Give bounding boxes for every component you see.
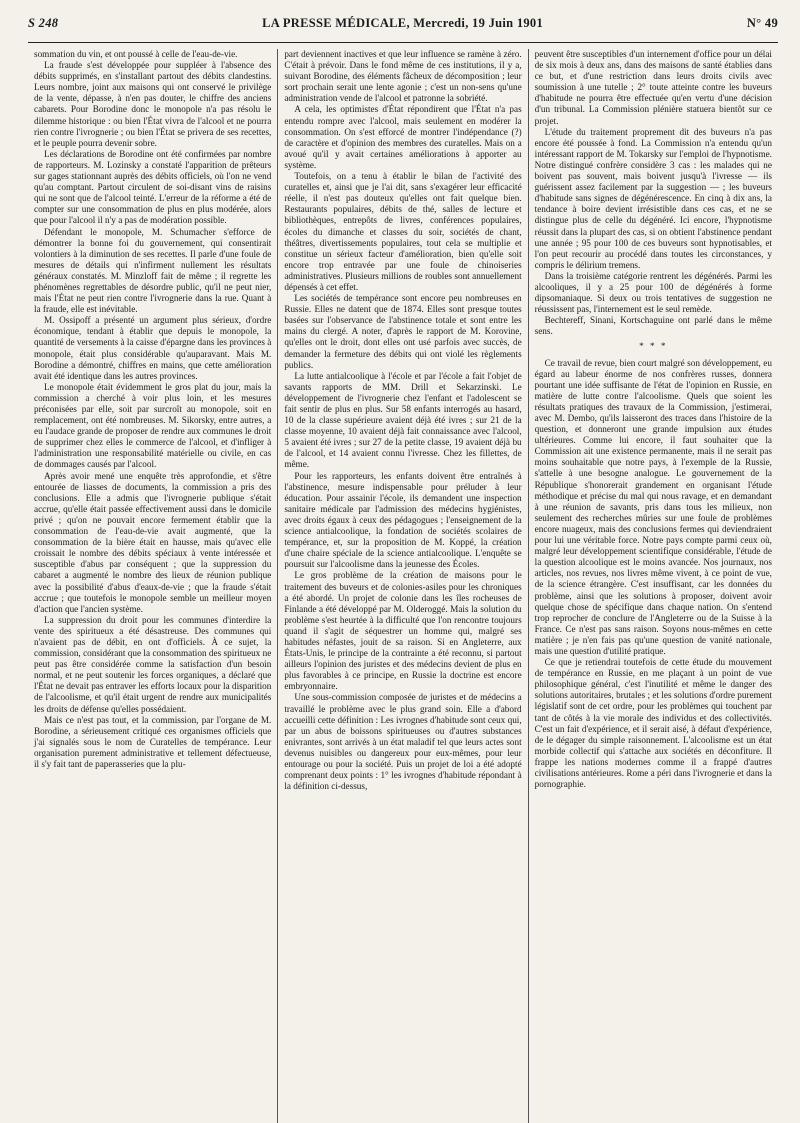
paragraph: M. Ossipoff a présenté un argument plus sérieux, d'ordre économique, tendant à établir que depuis le monopole, la quantité de versements à la caisse d'épargne dans les provinces à monopole, était plus considérable qu'auparavant. Mais M. Borodine a démontré, chiffres en mains, que cette amélioration avait été identique dans les autres provinces.	[34, 315, 272, 381]
paragraph: Le monopole était évidemment le gros plat du jour, mais la commission a cherché à voir plus loin, et les mesures préconisées par elle, soit par surcroît au monopole, soit en remplacement, ont été nombreuses. M. Sikorsky, entre autres, a eu l'audace grande de proposer de rendre aux communes le droit de supprimer chez elles le commerce de l'alcool, et d'infliger à l'administration une responsabilité matérielle ou civile, en cas de dommages causés par l'alcool.	[34, 381, 272, 470]
column-2	[278, 49, 527, 1123]
page-header	[28, 16, 778, 38]
paragraph: Mais ce n'est pas tout, et la commission, par l'organe de M. Borodine, a sérieusement critiqué ces organismes officiels que j'ai signalés sous le nom de Curatelles de tempérance. Leur organisation purement administrative et tellement défectueuse, il s'y fait tant de paperasseries que la plu-	[34, 714, 272, 769]
paragraph: part deviennent inactives et que leur influence se ramène à zéro. C'était à prévoir. Dans le fond même de ces institutions, il y a, suivant Borodine, des éléments fâcheux de décomposition ; leur sort prochain serait une lente agonie ; c'est un non-sens qu'une administration vende de l'alcool et patronne la sobriété.	[284, 49, 522, 104]
journal-title: LA PRESSE MÉDICALE, Mercredi, 19 Juin 1901	[262, 16, 544, 30]
section-separator: * * *	[639, 341, 668, 352]
paragraph: L'étude du traitement proprement dit des buveurs n'a pas encore été poussée à fond. La Commission n'a entendu qu'un intéressant rapport de M. Tokarsky sur l'emploi de l'hypnotisme. Notre distingué confrère considère 3 cas : les malades qui ne boivent pas souvent, mais boivent jusqu'à l'ivresse — ils guérissent assez facilement par la suggestion — ; les buveurs d'habitude sans signes de dégénérescence. En cinq à dix ans, la tendance à boire devient irrésistible dans ces cas, et ne se distingue plus de celle du dégénéré. Ici encore, l'hypnotisme réussit dans la plupart des cas, si on obtient l'abstinence pendant une année ; 95 pour 100 de ces buveurs sont hypnotisables, et l'on peut recourir au procédé dans toutes les circonstances, y compris le délirium tremens.	[534, 126, 772, 270]
header-rule	[28, 42, 778, 43]
paragraph: La fraude s'est développée pour suppléer à l'absence des débits supprimés, en s'installant partout des débits clandestins. Leurs nombre, joint aux maisons qui ont conservé le privilège de la vente, dépasse, à n'en pas douter, le chiffre des anciens cabarets. Pour Borodine donc le monopole n'a pas résolu le dilemme historique : ou bien l'État vivra de l'alcool et ne pourra rien contre l'ivrognerie ; ou bien l'État se privera de ses recettes, et le peuple pourra devenir sobre.	[34, 60, 272, 148]
paragraph: Défendant le monopole, M. Schumacher s'efforce de démontrer la bonne foi du gouvernement, qui consentirait volontiers à la diminution de ses recettes. Il parle d'une foule de mesures de détails qui n'infirment nullement les résultats généraux constatés. M. Minzloff fait de même ; il regrette les phénomènes regrettables de désordre public, qu'il ne peut nier, mais l'État ne peut rien contre l'ivrognerie dans la rue. Quant à la fraude, elle est inévitable.	[34, 226, 272, 315]
paragraph: Les sociétés de tempérance sont encore peu nombreuses en Russie. Elles ne datent que de 1874. Elles sont presque toutes basées sur l'observance de l'abstinence totale et sont entre les mains du clergé. A noter, d'après le rapport de M. Korovine, qu'elles ont le droit, dont elles ont usé parfois avec succès, de demander la fermeture des débits qui ont violé les règlements publics.	[284, 293, 522, 370]
column-1	[28, 49, 277, 1123]
paragraph: sommation du vin, et ont poussé à celle de l'eau-de-vie.	[34, 49, 238, 59]
paragraph: La suppression du droit pour les communes d'interdire la vente des spiritueux a été désastreuse. Des communes qui n'avaient pas de débit, en ont d'officiels. À ce sujet, la commission, considérant que la consommation des spiritueux ne peut pas être considérée comme la satisfaction d'un besoin normal, et ne peut soutenir les forces organiques, a déclaré que l'État ne devait pas entraver les efforts locaux pour la disparition de l'alcoolisme, et qu'il était urgent de rendre aux municipalités les droits de défense qu'elles possédaient.	[34, 614, 272, 714]
paragraph: Bechtereff, Sinani, Kortschaguine ont parlé dans le même sens.	[534, 315, 772, 337]
paragraph: Les déclarations de Borodine ont été confirmées par nombre de rapporteurs. M. Lozinsky a constaté l'apparition de prêteurs sur gages stationnant auprès des débits officiels, où l'on ne vend qu'au comptant. Partout circulent de soi-disant vins de raisins qui ne sont que de l'alcool teinté. L'erreur de la réforme a été de compter sur une consommation de plus en plus modérée, alors que pour l'alcool il n'y a pas de modération possible.	[34, 148, 272, 226]
paragraph: A cela, les optimistes d'État répondirent que l'État n'a pas entendu rompre avec l'alcool, mais seulement en modérer la consommation. On s'est efforcé de montrer l'indépendance (?) de caractère et d'opinion des membres des curatelles. Mais on a avoué qu'il y avait certaines améliorations à apporter au système.	[284, 104, 522, 170]
page-number: S 248	[28, 16, 59, 30]
paragraph: Toutefois, on a tenu à établir le bilan de l'activité des curatelles et, ainsi que je l'ai dit, sans s'exagérer leur efficacité réelle, il n'est pas douteux qu'elles ont fait quelque bien. Restaurants populaires, débits de thé, salles de lecture et bibliothèques, entrepôts de livres, conférences populaires, écoles du dimanche et classes du soir, sociétés de chant, théâtres, divertissements populaires, tout cela se multiplie et constitue un sérieux facteur d'amélioration, bien qu'elle soit encore trop entravée par une foule de chinoiseries administratives. Plusieurs millions de roubles sont annuellement dépensés à cet effet.	[284, 171, 522, 292]
column-3	[529, 49, 778, 1123]
paragraph: Dans la troisième catégorie rentrent les dégénérés. Parmi les alcooliques, il y a 25 pour 100 de dégénérés à forme dipsomaniaque. Si deux ou trois tentatives de suggestion ne réussissent pas, l'internement est le seul remède.	[534, 270, 772, 315]
paragraph: Après avoir mené une enquête très approfondie, et s'être entourée de liasses de documents, la commission a pris des conclusions. Elle a admis que l'ivrognerie publique s'était accrue, qu'elle était passée effectivement aussi dans le domicile privé ; qu'on ne pouvait encore fermement établir que la consommation de l'eau-de-vie avait augmenté, que la consommation de la bière était en hausse, mais qu'avec elle croissait le nombre des débits spéciaux à vente intéressée et susceptible d'abus par conséquent ; que la suppression du cabaret a augmenté le nombre des lieux de réunion publique avec la possibilité d'abus d'eaux-de-vie ; que la fraude s'était accrue ; que toutefois le monopole semble un meilleur moyen d'action que l'ancien système.	[34, 470, 272, 614]
paragraph: Pour les rapporteurs, les enfants doivent être entraînés à l'abstinence, mesure indispensable pour préluder à leur éducation. Pour assainir l'école, ils demandent une inspection sanitaire médicale par l'admission des médecins hygiénistes, avec droits égaux à ceux des pédagogues ; l'enseignement de la science antialcoolique, la fondation de sociétés scolaires de tempérance, et, sur la proposition de M. Koppé, la création d'une chaire spéciale de la science antialcoolique. L'enquête se poursuit sur l'alcoolisme dans la jeunesse des Écoles.	[284, 470, 522, 570]
paragraph: peuvent être susceptibles d'un internement d'office pour un délai de six mois à deux ans, dans des maisons de santé établies dans ce but, et d'une restriction dans leurs droits civils avec soumission à une tutelle ; 2° toute atteinte contre les buveurs d'habitude ne pourra être effectuée qu'en vertu d'une décision d'un tribunal. La Commission plénière statuera bientôt sur ce projet.	[534, 49, 772, 126]
paragraph: Une sous-commission composée de juristes et de médecins a travaillé le problème avec le plus grand soin. Elle a d'abord accueilli cette définition : Les ivrognes d'habitude sont ceux qui, par un abus de boissons spiritueuses ou d'autres substances enivrantes, sont arrivés à un état maladif tel que leurs actes sont devenus nuisibles ou dangereux pour eux-mêmes, pour leur entourage ou pour la société. Puis un projet de loi a été adopté comprenant deux points : 1° les ivrognes d'habitude répondant à la définition ci-dessus,	[284, 692, 522, 792]
paragraph: Ce que je retiendrai toutefois de cette étude du mouvement de tempérance en Russie, en me plaçant à un point de vue philosophique général, c'est l'inutilité et même le danger des solutions autoritaires, brutales ; et les solutions d'ordre purement législatif sont de cet ordre, pour les problèmes qui touchent par tant de côtés à la vie morale des individus et des collectivités. C'est un fait d'expérience, et il serait aisé, à défaut d'expérience, de le dégager du simple raisonnement. L'alcoolisme est un état morbide collectif qui s'attache aux sociétés en déconfiture. Il frappe les nations modernes comme il a frappé d'autres civilisations antérieures. Rome a péri dans l'ivrognerie et dans la pornographie.	[534, 657, 772, 790]
paragraph: Ce travail de revue, bien court malgré son développement, eu égard au labeur énorme de nos confrères russes, donnera pourtant une idée suffisante de l'état de l'opinion en Russie, en matière de lutte contre l'alcoolisme. Quels que soient les résultats pratiques des travaux de la Commission, j'estimerai, avec M. Dembo, qu'ils laisseront des traces dans l'histoire de la question, et donneront une grande impulsion aux études ultérieures. Comme lui encore, il faut souhaiter que la Commission ait une existence permanente, mais il ne serait pas moins souhaitable que notre pays, à l'exemple de la Russie, s'attelle à une besogne analogue. Le gouvernement de la République s'honorerait grandement en organisant l'étude méthodique et précise du mal qui nous ravage, et en demandant à une réunion de savants, pris dans tous les milieux, non seulement des recherches mûries sur une foule de problèmes encore nuageux, mais des conclusions fermes qui deviendraient pour lui une véritable force. Notre pays compte parmi ceux où, malgré leur développement scientifique considérable, l'étude de la question alcoolique est le moins avancée. Nos journaux, nos articles, nos revues, nos livres même vivent, à ce point de vue, de la science étrangère. C'est insuffisant, car les données du problème, ainsi que les solutions à proposer, doivent avoir quelque chose de spécifique dans chaque nation. On s'entend trop reprocher de conclure de l'Angleterre ou de la Suisse à la France. Ce n'est pas sans raison. Soyons nous-mêmes en cette matière ; je n'en fais pas qu'une question de vanité nationale, mais une question d'utilité pratique.	[534, 357, 772, 656]
article-columns	[28, 49, 778, 1123]
paragraph: Le gros problème de la création de maisons pour le traitement des buveurs et de colonies-asiles pour les chroniques a été abordé. Un projet de colonie dans les îles rocheuses de Finlande a été développé par M. Olderoggé. Mais la solution du problème s'est heurtée à la difficulté que l'on rencontre toujours quand il s'agit de séquestrer un homme qui, malgré ses habitudes néfastes, jouit de sa raison. Si en Angleterre, aux États-Unis, le principe de la contrainte a été reconnu, si partout ailleurs l'opinion des juristes et des médecins devient de plus en plus favorables à ce principe, en Russie la doctrine est encore embryonnaire.	[284, 570, 522, 692]
issue-number: N° 49	[746, 16, 778, 30]
paragraph: La lutte antialcoolique à l'école et par l'école a fait l'objet de savants rapports de MM. Drill et Sekarzinski. Le développement de l'ivrognerie chez l'enfant et l'adolescent se fait sentir de plus en plus. Sur 58 enfants interrogés au hasard, 10 de la classe supérieure avaient déjà été ivres ; sur 21 de la classe moyenne, 10 avaient déjà fait connaissance avec l'alcool, 5 avaient été ivres ; sur 27 de la petite classe, 19 avaient déjà bu de l'alcool, et 14 avaient connu l'ivresse. Chez les fillettes, de même.	[284, 370, 522, 470]
